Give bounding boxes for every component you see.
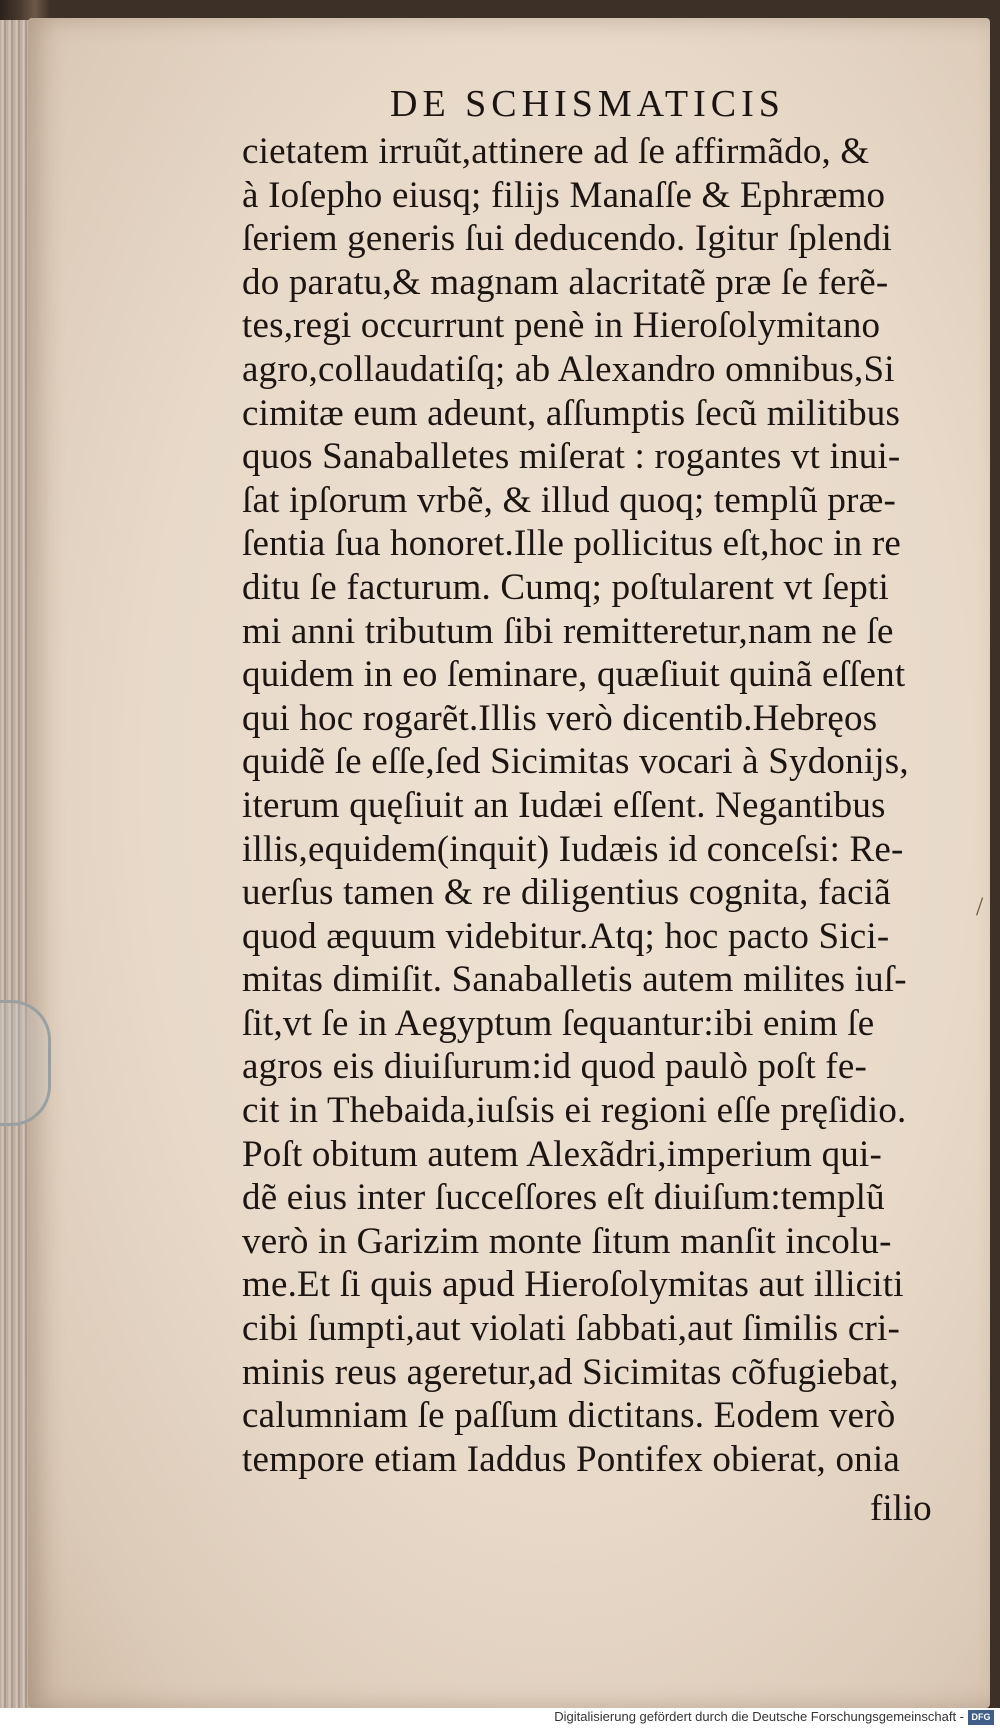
footer-credit: Digitalisierung gefördert durch die Deutsche Forschungsgemeinschaft - — [554, 1709, 964, 1724]
body-text — [242, 130, 942, 1481]
text-line: cimitæ eum adeunt, aſſumptis ſecũ militibus — [242, 392, 901, 434]
text-line: ſeriem generis ſui deducendo. Igitur ſplendi — [242, 218, 892, 260]
text-line: quidem in eo ſeminare, quæſiuit quinã eſſent — [242, 654, 906, 696]
text-line: à Ioſepho eiusq; filijs Manaſſe & Ephræmo — [242, 174, 886, 216]
text-line: quidẽ ſe eſſe,ſed Sicimitas vocari à Sydonijs, — [242, 741, 909, 783]
text-line: verò in Garizim monte ſitum manſit incolu- — [242, 1220, 892, 1262]
text-line: tes,regi occurrunt penè in Hieroſolymitano — [242, 305, 881, 347]
text-line: iterum quęſiuit an Iudæi eſſent. Negantibus — [242, 784, 886, 826]
text-line: calumniam ſe paſſum dictitans. Eodem verò — [242, 1395, 896, 1437]
running-head: DE SCHISMATICIS — [390, 83, 785, 125]
text-line: quos Sanaballetes miſerat : rogantes vt inui- — [242, 436, 901, 478]
text-line: cibi ſumpti,aut violati ſabbati,aut ſimilis cri- — [242, 1308, 901, 1350]
text-line: ditu ſe facturum. Cumq; poſtularent vt ſepti — [242, 566, 889, 608]
book-clasp — [0, 1000, 51, 1126]
text-line: quod æquum videbitur.Atq; hoc pacto Sici- — [242, 915, 890, 957]
catchword: filio — [870, 1488, 932, 1529]
text-line: agro,collaudatiſq; ab Alexandro omnibus,Si — [242, 348, 895, 390]
text-line: cit in Thebaida,iuſsis ei regioni eſſe pręſidio. — [242, 1090, 907, 1132]
text-line: tempore etiam Iaddus Pontifex obierat, onia — [242, 1438, 900, 1480]
text-line: cietatem irruũt,attinere ad ſe affirmãdo, & — [242, 131, 870, 172]
text-line: illis,equidem(inquit) Iudæis id conceſsi: Re- — [242, 828, 904, 870]
text-line: qui hoc rogarẽt.Illis verò dicentib.Hebręos — [242, 697, 878, 739]
text-line: ſentia ſua honoret.Ille pollicitus eſt,hoc in re — [242, 523, 901, 565]
margin-mark: / — [976, 892, 984, 921]
text-line: dẽ eius inter ſucceſſores eſt diuiſum:templũ — [242, 1177, 885, 1219]
text-line: Poſt obitum autem Alexãdri,imperium qui- — [242, 1133, 882, 1175]
text-line: ſat ipſorum vrbẽ, & illud quoq; templũ præ- — [242, 479, 896, 521]
text-line: agros eis diuiſurum:id quod paulò poſt fe- — [242, 1046, 867, 1088]
text-line: minis reus ageretur,ad Sicimitas cõfugiebat, — [242, 1351, 899, 1393]
text-line: mitas dimiſit. Sanaballetis autem milites iuſ- — [242, 959, 907, 1001]
text-line: me.Et ſi quis apud Hieroſolymitas aut illiciti — [242, 1264, 904, 1306]
text-line: mi anni tributum ſibi remitteretur,nam ne ſe — [242, 610, 894, 652]
text-line: uerſus tamen & re diligentius cognita, faciã — [242, 872, 891, 914]
dfg-logo: DFG — [968, 1710, 994, 1725]
text-line: ſit,vt ſe in Aegyptum ſequantur:ibi enim ſe — [242, 1002, 875, 1044]
text-line: do paratu,& magnam alacritatẽ præ ſe ferẽ- — [242, 261, 889, 303]
